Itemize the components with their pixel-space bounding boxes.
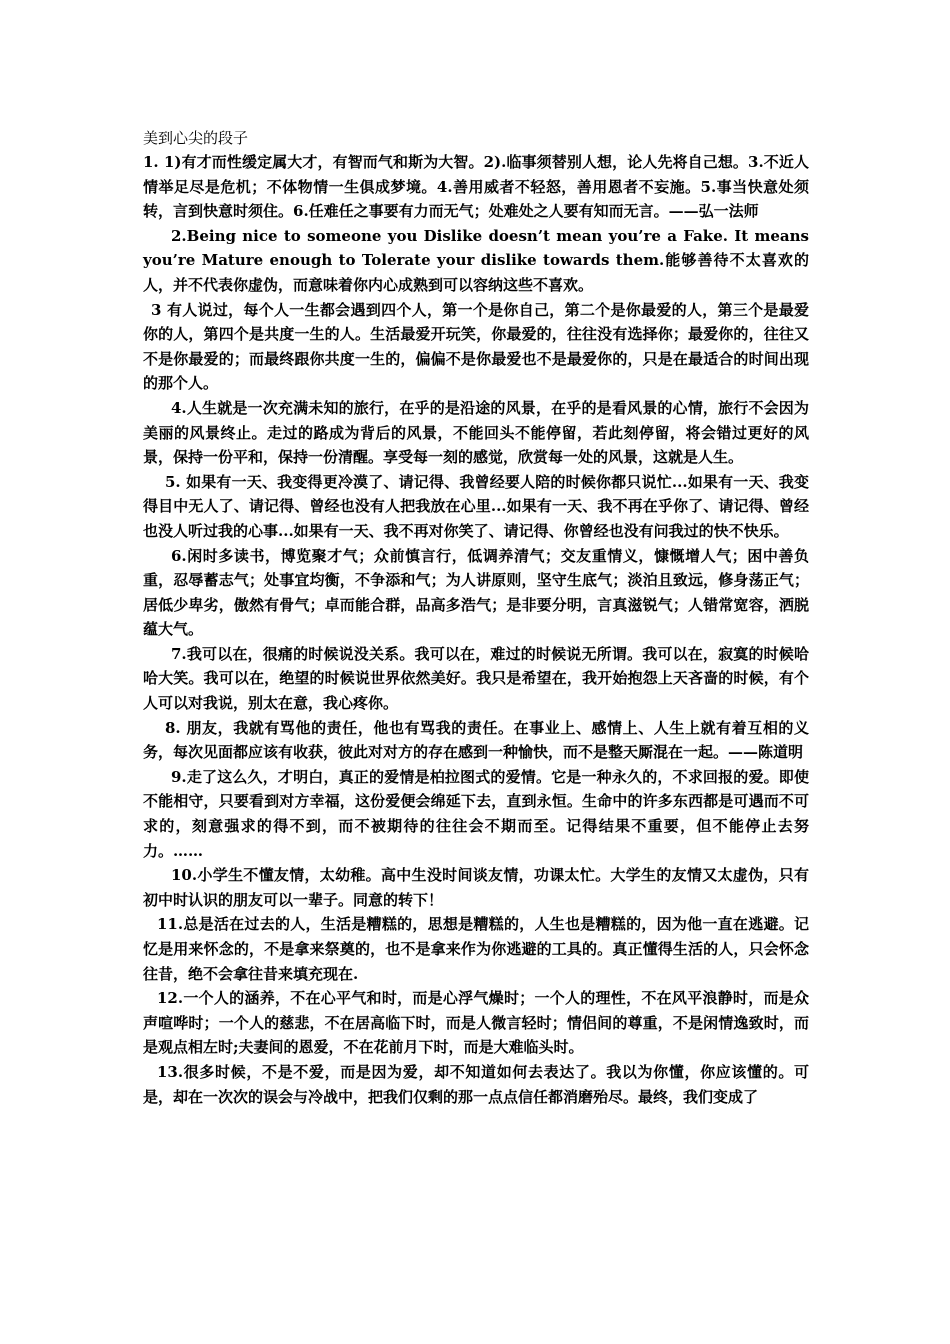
paragraph-2: 2.Being nice to someone you Dislike doesn’t mean you’re a Fake. It means you’re Mature enough to Tolerate your dislike towards them.能够善待不太喜欢的人，并不代表你虚伪，而意味着你内心成熟到可以容纳这些不喜欢。: [143, 226, 809, 294]
paragraph-11: 11.总是活在过去的人，生活是糟糕的，思想是糟糕的，人生也是糟糕的，因为他一直在逃避。记忆是用来怀念的，不是拿来祭奠的，也不是拿来作为你逃避的工具的。真正懂得生活的人，只会怀念往昔，绝不会拿往昔来填充现在.: [143, 915, 809, 983]
paragraph-4: 4.人生就是一次充满未知的旅行，在乎的是沿途的风景，在乎的是看风景的心情，旅行不会因为美丽的风景终止。走过的路成为背后的风景，不能回头不能停留，若此刻停留，将会错过更好的风景，保持一份平和，保持一份清醒。享受每一刻的感觉，欣赏每一处的风景，这就是人生。: [143, 398, 809, 467]
paragraph-13: 13.很多时候，不是不爱，而是因为爱，却不知道如何去表达了。我以为你懂，你应该懂的。可是，却在一次次的误会与冷战中，把我们仅剩的那一点点信任都消磨殆尽。最终，我们变成了: [143, 1062, 809, 1106]
document-title: 美到心尖的段子: [143, 129, 249, 147]
paragraph-5: 5. 如果有一天、我变得更冷漠了、请记得、我曾经要人陪的时候你都只说忙...如果有一天、我变得目中无人了、请记得、曾经也没有人把我放在心里...如果有一天、我不再在乎你了、请记得、曾经也没人听过我的心事...如果有一天、我不再对你笑了、请记得、你曾经也没有问我过的快不快乐。: [143, 472, 809, 540]
paragraph-7: 7.我可以在，很痛的时候说没关系。我可以在，难过的时候说无所谓。我可以在，寂寞的时候哈哈大笑。我可以在，绝望的时候说世界依然美好。我只是希望在，我开始抱怨上天吝啬的时候，有个人可以对我说，别太在意，我心疼你。: [143, 644, 809, 713]
paragraph-10: 10.小学生不懂友情，太幼稚。高中生没时间谈友情，功课太忙。大学生的友情又太虚伪，只有初中时认识的朋友可以一辈子。同意的转下！: [143, 866, 809, 909]
paragraph-9: 9.走了这么久，才明白，真正的爱情是柏拉图式的爱情。它是一种永久的，不求回报的爱。即使不能相守，只要看到对方幸福，这份爱便会绵延下去，直到永恒。生命中的许多东西都是可遇而不可求的，刻意强求的得不到，而不被期待的往往会不期而至。记得结果不重要，但不能停止去努力。……: [143, 767, 809, 860]
paragraph-12: 12.一个人的涵养，不在心平气和时，而是心浮气燥时；一个人的理性，不在风平浪静时，而是众声喧哗时；一个人的慈悲，不在居高临下时，而是人微言轻时；情侣间的尊重，不是闲情逸致时，而是观点相左时;夫妻间的恩爱，不在花前月下时，而是大难临头时。: [143, 989, 809, 1057]
paragraph-6: 6.闲时多读书，博览聚才气；众前慎言行，低调养清气；交友重情义，慷慨增人气；困中善负重，忍辱蓄志气；处事宜均衡，不争添和气；为人讲原则，坚守生底气；淡泊且致远，修身荡正气；居低少卑劣，傲然有骨气；卓而能合群，品高多浩气；是非要分明，言真滋锐气；人错常宽容，洒脱蕴大气。: [143, 546, 809, 639]
document-page: [143, 126, 809, 1109]
paragraph-3: 3 有人说过，每个人一生都会遇到四个人，第一个是你自己，第二个是你最爱的人，第三个是最爱你的人，第四个是共度一生的人。生活最爱开玩笑，你最爱的，往往没有选择你；最爱你的，往往又不是你最爱的；而最终跟你共度一生的，偏偏不是你最爱也不是最爱你的，只是在最适合的时间出现的那个人。: [143, 300, 809, 393]
paragraph-1: 1. 1)有才而性缓定属大才，有智而气和斯为大智。2).临事须替别人想，论人先将自己想。3.不近人情举足尽是危机；不体物情一生俱成梦境。4.善用威者不轻怒，善用恩者不妄施。5.事当快意处须转，言到快意时须住。6.任难任之事要有力而无气；处难处之人要有知而无言。——弘一法师: [143, 153, 809, 221]
paragraph-8: 8. 朋友，我就有骂他的责任，他也有骂我的责任。在事业上、感情上、人生上就有着互相的义务，每次见面都应该有收获，彼此对对方的存在感到一种愉快，而不是整天厮混在一起。——陈道明: [143, 718, 809, 762]
